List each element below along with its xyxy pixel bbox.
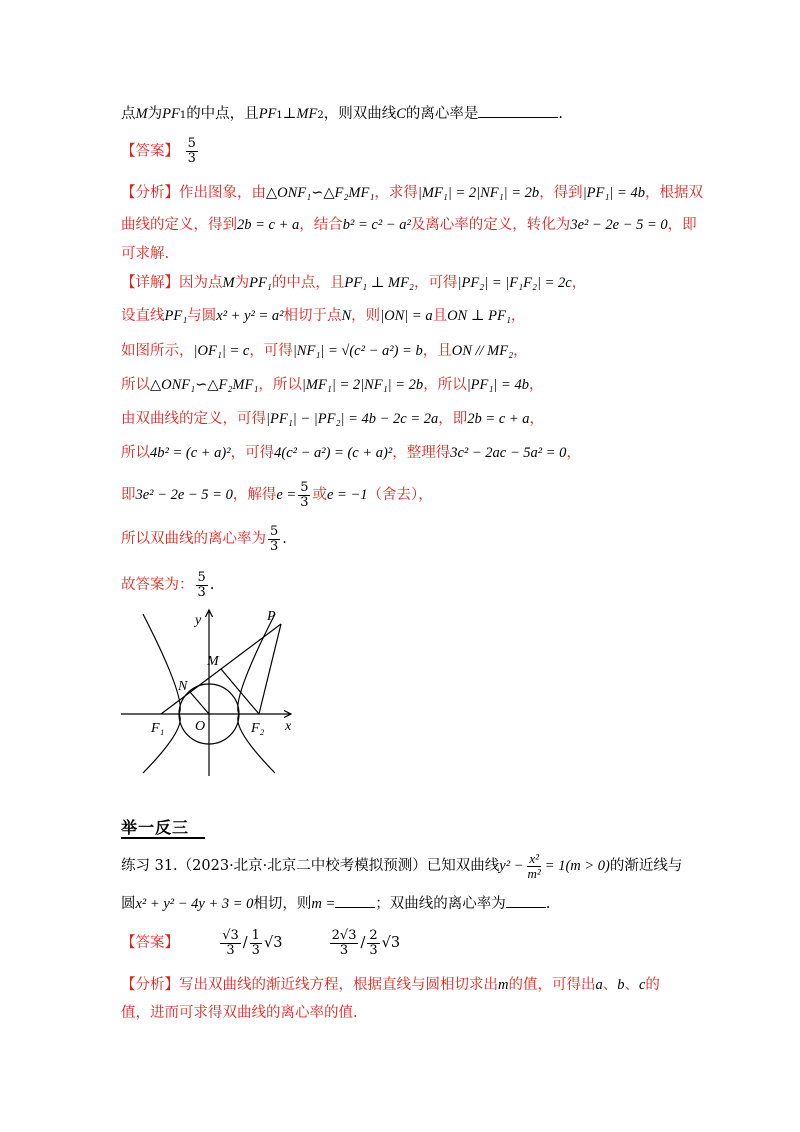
math-vector: PF [258, 106, 277, 122]
hyperbola-figure [121, 608, 311, 778]
analysis-line-2: 曲线的定义，得到2b = c + a，结合b² = c² − a²及离心率的定义，转化为3e² − 2e − 5 = 0，即 [121, 217, 697, 233]
text: 为 [147, 106, 163, 122]
label-N: N [178, 679, 188, 694]
answer-label: 【答案】 [121, 143, 179, 160]
answer-blank [506, 893, 546, 908]
fraction: $\frac{5}{3}$ [270, 523, 279, 554]
section-title: 举一反三 [121, 815, 205, 839]
fraction: $\frac{5}{3}$ [300, 479, 309, 510]
analysis2-line-1: 【分析】写出双曲线的渐近线方程，根据直线与圆相切求出m的值，可得出a、b、c的 [121, 977, 660, 993]
line-ON [190, 692, 209, 714]
text: 点 [121, 106, 136, 122]
math-vector: MF [296, 106, 318, 122]
analysis-line-3: 可求解. [121, 246, 170, 262]
detail-line-3: 如图所示，|OF₁| = c，可得|NF₁| = √(c² − a²) = b，且ON // MF₂， [121, 343, 528, 359]
answer-line-2: 【答案】 $\frac{√3}{3}$ / $\frac{1}{3}$ √3 $\frac{2√3}{3}$ / $\frac{2}{3}$ √3 [121, 927, 401, 958]
math: M [135, 106, 148, 122]
text: 的离心率是 [405, 106, 479, 122]
detail-label: 【详解】 [121, 275, 179, 291]
question-line: 点M为PF1的中点，且PF1⊥MF2，则双曲线C的离心率是 . [121, 103, 690, 127]
analysis-label: 【分析】 [121, 185, 179, 201]
analysis2-line-2: 值，进而可求得双曲线的离心率的值. [121, 1005, 358, 1021]
label-x: x [285, 719, 292, 734]
math: C [396, 106, 406, 122]
detail-line-7: 即3e² − 2e − 5 = 0，解得e = $\frac{5}{3}$ 或e = −1（舍去）， [121, 479, 433, 510]
label-y: y [195, 613, 202, 628]
label-F2: F₂ [251, 721, 265, 736]
label-O: O [195, 719, 206, 734]
detail-line-2: 设直线PF₁与圆x² + y² = a²相切于点N，则|ON| = a且ON ⊥ PF₁， [121, 308, 526, 324]
text: ，则双曲线 [323, 106, 397, 122]
analysis-label: 【分析】 [121, 977, 179, 993]
fraction: $\frac{\text{x²}}{\text{m²}}$ [527, 850, 541, 881]
detail-line-4: 所以△ONF₁∽△F₂MF₁，所以|MF₁| = 2|NF₁| = 2b，所以|PF₁| = 4b， [121, 377, 544, 393]
answer-line [121, 137, 690, 166]
hyperbola-left-branch [143, 614, 180, 773]
exercise-line-2: 圆x² + y² − 4y + 3 = 0相切，则m = ；双曲线的离心率为 . [121, 893, 690, 915]
detail-line-5: 由双曲线的定义，可得|PF₁| − |PF₂| = 4b − 2c = 2a，即2b = c + a， [121, 411, 545, 427]
analysis-line-1: 【分析】作出图象，由△ONF₁∽△F₂MF₁，求得|MF₁| = 2|NF₁| = 2b，得到|PF₁| = 4b，根据双 [121, 185, 703, 201]
fraction: $\frac{5}{3}$ [187, 136, 196, 166]
hyperbola-right-branch [238, 614, 275, 773]
exercise-line-1: 练习 31.（2023·北京·北京二中校考模拟预测）已知双曲线y² − $\frac{\text{x²}}{\text{m²}}$ = 1(m > 0)的渐近线与 [121, 850, 683, 881]
detail-line-1: 【详解】因为点M为PF₁的中点，且PF₁ ⊥ MF₂，可得|PF₂| = |F₁F₂| = 2c， [121, 275, 587, 291]
line-MF2 [221, 669, 259, 714]
fraction: $\frac{2√3}{3}$ [331, 927, 357, 958]
detail-line-8: 所以双曲线的离心率为 $\frac{5}{3}$ . [121, 523, 287, 554]
fraction: $\frac{2}{3}$ [369, 927, 378, 958]
answer-label: 【答案】 [121, 935, 179, 951]
label-M: M [207, 654, 219, 669]
detail-line-6: 所以4b² = (c + a)²，可得4(c² − a²) = (c + a)²，整理得3c² − 2ac − 5a² = 0， [121, 445, 581, 461]
answer-blank [335, 893, 375, 908]
text: . [558, 106, 564, 122]
math: PF [162, 106, 180, 122]
math: ⊥ [282, 106, 297, 122]
fraction: $\frac{1}{3}$ [251, 927, 260, 958]
label-F1: F₁ [151, 721, 165, 736]
answer-blank [478, 103, 558, 118]
text: 的中点，且 [186, 106, 259, 122]
fraction: $\frac{5}{3}$ [197, 569, 206, 600]
final-answer-line: 故答案为： $\frac{5}{3}$ . [121, 569, 215, 600]
fraction: $\frac{√3}{3}$ [222, 927, 239, 958]
label-P: P [267, 609, 276, 624]
